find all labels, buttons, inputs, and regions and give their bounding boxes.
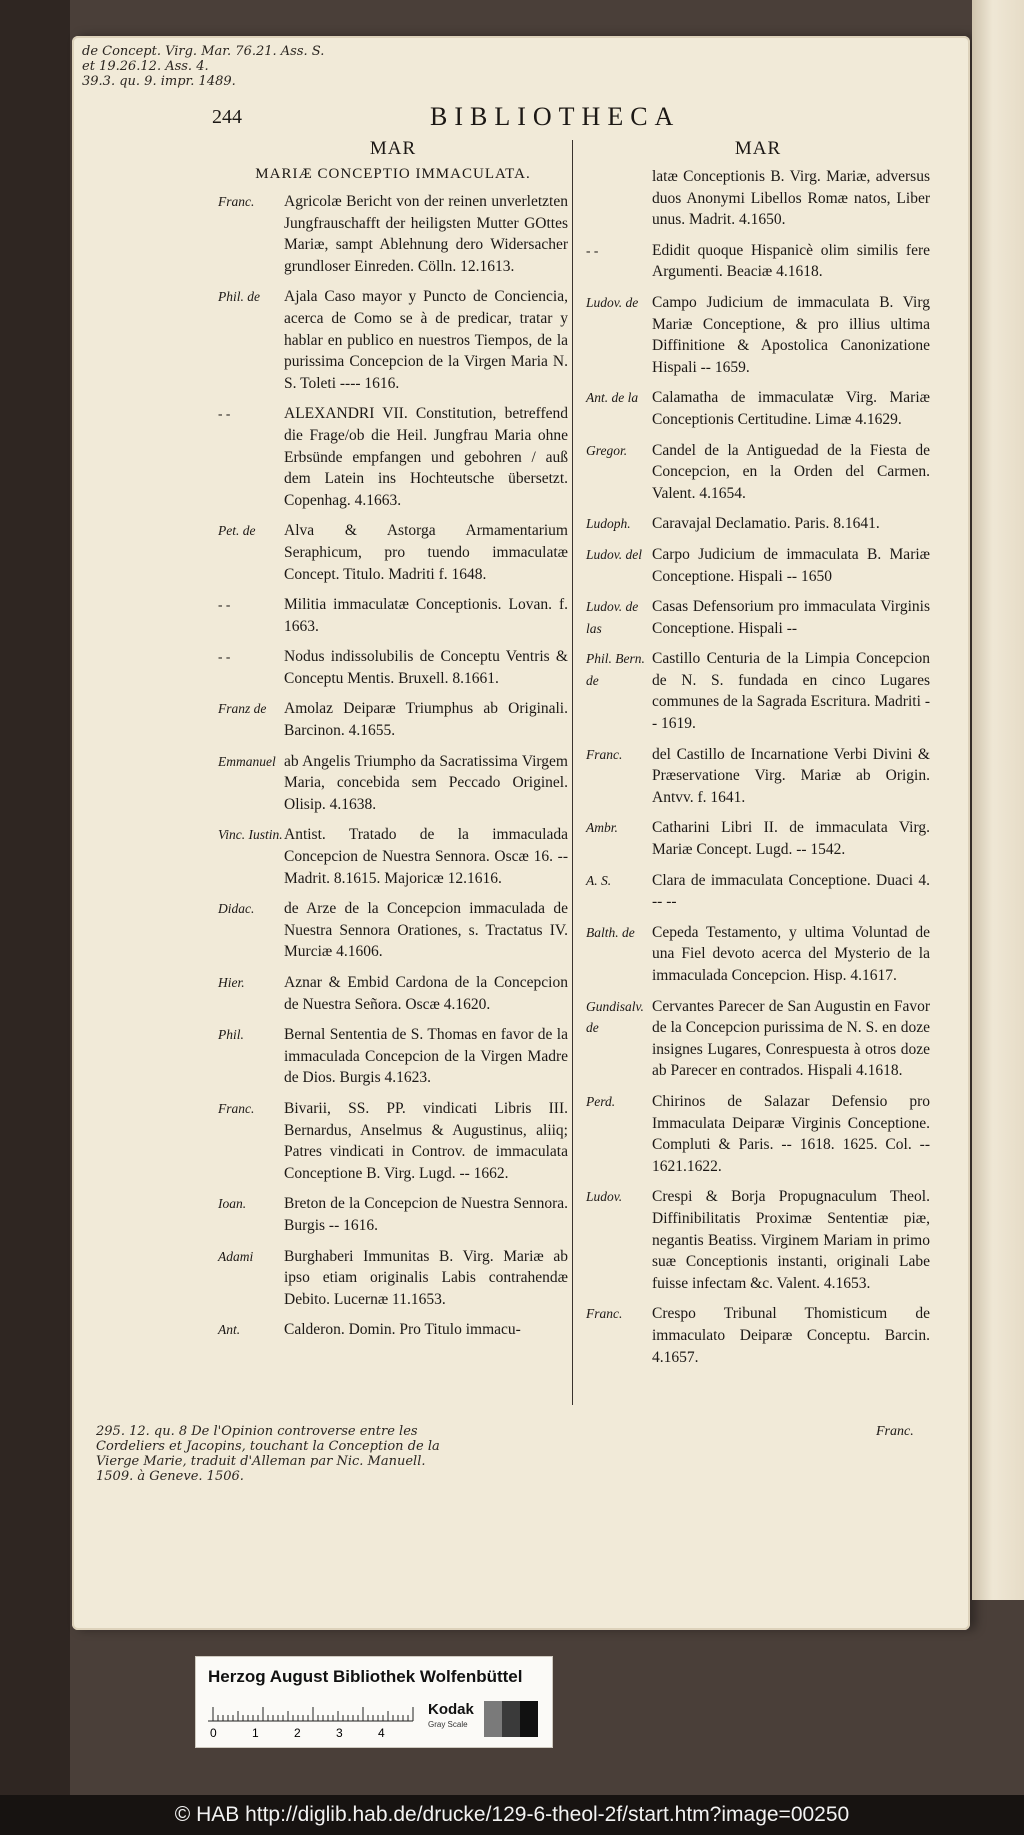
entry-author-prefix: Ludov. de [586, 294, 639, 310]
catalog-entry [218, 824, 568, 889]
ruler-label-1: 1 [252, 1726, 259, 1739]
entry-text: Bivarii, SS. PP. vindicati Libris III. Bernardus, Anselmus & Augustinus, aliiq; Patres vindicati in Controv. de immaculata Conceptione B. Virg. Lugd. -- 1662. [284, 1099, 568, 1182]
entry-author-prefix: - - [218, 597, 231, 613]
ruler-label-2: 2 [294, 1726, 301, 1739]
gray-swatch [502, 1701, 520, 1737]
entry-author-prefix: Emmanuel [218, 753, 276, 769]
entry-author-prefix [586, 166, 652, 231]
entry-author-prefix: A. S. [586, 872, 612, 888]
entry-author-prefix: Ant. [218, 1322, 241, 1338]
gray-swatch [520, 1701, 538, 1737]
entry-text: Caravajal Declamatio. Paris. 8.1641. [652, 515, 880, 533]
entry-text: Agricolæ Bericht von der reinen unverletzten Jungfrauschafft der heiligsten Mutter GOttes Mariæ, sampt Ablehnung dero Widersacher grundloser Einreden. Cölln. 12.1613. [284, 193, 568, 275]
catalog-entry [218, 646, 568, 689]
catalog-entry [586, 240, 930, 283]
copyright-footer: © HAB http://diglib.hab.de/drucke/129-6-theol-2f/start.htm?image=00250 [0, 1795, 1024, 1835]
entry-text: Candel de la Antiguedad de la Fiesta de Concepcion, en la Orden del Carmen. Valent. 4.1654. [652, 441, 930, 502]
left-column [218, 138, 568, 1350]
entry-author-prefix: Gundisalv. de [586, 998, 644, 1036]
catalog-entry [586, 1091, 930, 1177]
catalog-entry [586, 596, 930, 639]
catalog-entry [218, 1098, 568, 1184]
catalog-entry [586, 292, 930, 378]
scanner-background [0, 0, 70, 1795]
entry-text: Militia immaculatæ Conceptionis. Lovan. f. 1663. [284, 596, 568, 635]
entry-text: ab Angelis Triumpho da Sacratissima Virgem Maria, concebida sem Peccado Originel. Olisip. 4.1638. [284, 752, 568, 813]
entry-text: Nodus indissolubilis de Conceptu Ventris & Conceptu Mentis. Bruxell. 8.1661. [284, 648, 568, 687]
entry-text: Catharini Libri II. de immaculata Virg. Mariæ Concept. Lugd. -- 1542. [652, 819, 930, 859]
catalog-entry [218, 972, 568, 1015]
column-divider [572, 140, 573, 1405]
entry-author-prefix: Franc. [586, 1306, 623, 1322]
catalog-entry [218, 898, 568, 963]
entry-text: Edidit quoque Hispanicè olim similis fere Argumenti. Beaciæ 4.1618. [652, 241, 930, 281]
gray-swatch [484, 1701, 502, 1737]
catalog-entry [586, 387, 930, 430]
catalog-entry [586, 817, 930, 860]
catalog-entry [586, 922, 930, 987]
scale-ruler [208, 1701, 418, 1739]
catalog-entry [218, 698, 568, 741]
entry-text: Burghaberi Immunitas B. Virg. Mariæ ab ipso etiam originalis Labis contrahendæ Debito. Lucernæ 11.1653. [284, 1247, 568, 1308]
entry-text: Breton de la Concepcion de Nuestra Sennora. Burgis -- 1616. [284, 1195, 568, 1234]
entry-list [218, 191, 568, 1341]
entry-author-prefix: - - [586, 242, 599, 258]
entry-text: Calamatha de immaculatæ Virg. Mariæ Conceptionis Certitudine. Limæ 4.1629. [652, 389, 930, 428]
right-column [586, 138, 930, 1377]
note-line: Vierge Marie, traduit d'Alleman par Nic. Manuell. [96, 1454, 426, 1469]
entry-text: Ajala Caso mayor y Puncto de Conciencia, acerca de Como se à de predicar, tratar y hablar en publico en nuestros Tiempos, de la purissima Concepcion de la Virgen Maria N. S. Toleti ---- 1616. [284, 288, 568, 392]
library-label [195, 1656, 553, 1748]
entry-author-prefix: Ludoph. [586, 516, 631, 532]
catalog-entry [586, 440, 930, 505]
catalog-entry [218, 751, 568, 816]
note-line: Cordeliers et Jacopins, touchant la Conception de la [96, 1439, 440, 1454]
entry-text: Cepeda Testamento, y ultima Voluntad de una Fiel devoto acerca del Mysterio de la immaculada Concepcion. Hisp. 4.1617. [652, 923, 930, 984]
running-title: BIBLIOTHECA [430, 102, 681, 131]
entry-author-prefix: Gregor. [586, 442, 628, 458]
catalog-entry [218, 1246, 568, 1311]
entry-author-prefix: Franc. [218, 1100, 255, 1116]
entry-author-prefix: Perd. [586, 1093, 616, 1109]
kodak-subtitle: Gray Scale [428, 1720, 468, 1729]
entry-text: ALEXANDRI VII. Constitution, betreffend die Frage/ob die Heil. Jungfrau Maria ohne Erbsünde empfangen und gebohren / auß dem Latein ins Hochteutsche übersetzt. Copenhag. 4.1663. [284, 405, 568, 509]
entry-text: Aznar & Embid Cardona de la Concepcion de Nuestra Señora. Oscæ 4.1620. [284, 974, 568, 1013]
section-heading: MARIÆ CONCEPTIO IMMACULATA. [255, 166, 531, 182]
handwritten-note-bottom [96, 1424, 616, 1484]
entry-text: Campo Judicium de immaculata B. Virg Mariæ Conceptione, & pro illius ultima Diffinitione & Apostolica Canonizatione Hispali -- 1659. [652, 293, 930, 376]
entry-text: Casas Defensorium pro immaculata Virginis Conceptione. Hispali -- [652, 598, 930, 637]
note-line: 295. 12. qu. 8 De l'Opinion controverse entre les [96, 1424, 418, 1439]
entry-author-prefix: Ioan. [218, 1196, 247, 1212]
entry-text: de Arze de la Concepcion immaculada de Nuestra Sennora Orationes, s. Tractatus IV. Murciæ 4.1606. [284, 900, 568, 961]
library-name: Herzog August Bibliothek Wolfenbüttel [208, 1667, 523, 1686]
kodak-gray-scale [428, 1701, 538, 1737]
entry-text: Amolaz Deiparæ Triumphus ab Originali. Barcinon. 4.1655. [284, 700, 568, 740]
entry-author-prefix: Ant. de la [586, 390, 639, 406]
note-line: 39.3. qu. 9. impr. 1489. [82, 74, 236, 89]
entry-text: Antist. Tratado de la immaculada Concepcion de Nuestra Sennora. Oscæ 16. -- Madrit. 8.1615. Majoricæ 12.1616. [284, 826, 568, 887]
catchword: Franc. [876, 1424, 914, 1439]
adjacent-page-edge [972, 0, 1024, 1600]
entry-text: Cervantes Parecer de San Augustin en Favor de la Concepcion purissima de N. S. en doze insignes Lugares, Conrespuesta à otros doze ab Parecer en contrados. Hispali 4.1618. [652, 997, 930, 1080]
column-head: MAR [734, 138, 782, 159]
entry-text: Chirinos de Salazar Defensio pro Immaculata Deiparæ Virginis Conceptione. Compluti & Paris. -- 1618. 1625. Col. -- 1621.1622. [652, 1092, 930, 1175]
entry-author-prefix: Phil. Bern. de [586, 651, 645, 688]
entry-author-prefix: Vinc. Iustin. [218, 827, 283, 843]
note-line: et 19.26.12. Ass. 4. [82, 59, 209, 74]
kodak-logo: Kodak [428, 1701, 474, 1718]
entry-text: Crespi & Borja Propugnaculum Theol. Diffinibilitatis Proximæ Sententiæ piæ, negantis Beatiss. Virginem Mariam in primo suæ Conceptionis instanti, originali Labe fuisse infectam &c. Valent. 4.1653. [652, 1188, 930, 1292]
column-head: MAR [369, 138, 417, 159]
entry-text: del Castillo de Incarnatione Verbi Divini & Præservatione Virg. Mariæ ab Origin. Antvv. f. 1641. [652, 745, 930, 806]
catalog-entry [586, 513, 930, 535]
catalog-entry [218, 286, 568, 394]
catalog-entry [586, 544, 930, 587]
ruler-label-3: 3 [336, 1726, 343, 1739]
entry-author-prefix: Pet. de [218, 523, 256, 539]
entry-text: Calderon. Domin. Pro Titulo immacu- [284, 1321, 521, 1339]
entry-author-prefix: Ludov. [586, 1189, 623, 1205]
handwritten-note-top [82, 44, 462, 89]
entry-author-prefix: Balth. de [586, 924, 635, 940]
entry-author-prefix: Phil. [218, 1027, 244, 1043]
catalog-entry [586, 744, 930, 809]
note-line: 1509. à Geneve. 1506. [96, 1469, 244, 1484]
catalog-entry [218, 1319, 568, 1341]
entry-author-prefix: Hier. [218, 975, 245, 990]
entry-text: Alva & Astorga Armamentarium Seraphicum, pro tuendo immaculatæ Concept. Titulo. Madriti f. 1648. [284, 522, 568, 583]
entry-author-prefix: - - [218, 406, 231, 422]
entry-author-prefix: Ambr. [586, 820, 618, 836]
ruler-label-0: 0 [210, 1726, 217, 1739]
page-number: 244 [212, 106, 242, 128]
catalog-entry [586, 166, 930, 231]
catalog-entry [586, 648, 930, 734]
catalog-entry [586, 870, 930, 913]
catalog-entry [218, 594, 568, 637]
entry-text: Bernal Sententia de S. Thomas en favor de la immaculada Concepcion de la Virgen Madre de Dios. Burgis 4.1623. [284, 1026, 568, 1087]
ruler-label-4: 4 [378, 1726, 385, 1739]
entry-author-prefix: Franc. [586, 746, 623, 762]
catalog-entry [218, 1193, 568, 1236]
entry-text: latæ Conceptionis B. Virg. Mariæ, adversus duos Anonymi Libellos Romæ natos, Liber unus. Madrit. 4.1650. [652, 168, 930, 229]
note-line: de Concept. Virg. Mar. 76.21. Ass. S. [82, 44, 325, 59]
catalog-entry [218, 403, 568, 511]
entry-author-prefix: Adami [218, 1248, 254, 1264]
catalog-entry [586, 1186, 930, 1294]
entry-author-prefix: Ludov. del [586, 546, 642, 562]
catalog-entry [218, 191, 568, 277]
entry-author-prefix: - - [218, 649, 231, 665]
catalog-entry [218, 1024, 568, 1089]
entry-text: Carpo Judicium de immaculata B. Mariæ Conceptione. Hispali -- 1650 [652, 545, 930, 585]
catalog-entry [586, 1303, 930, 1368]
entry-author-prefix: Didac. [218, 901, 255, 917]
catalog-entry [218, 520, 568, 585]
entry-author-prefix: Franc. [218, 194, 255, 209]
entry-text: Crespo Tribunal Thomisticum de immaculato Deiparæ Conceptu. Barcin. 4.1657. [652, 1305, 930, 1366]
entry-author-prefix: Ludov. de las [586, 599, 639, 636]
entry-text: Clara de immaculata Conceptione. Duaci 4. -- -- [652, 871, 930, 911]
entry-author-prefix: Phil. de [218, 289, 260, 305]
catalog-entry [586, 996, 930, 1082]
entry-list [586, 166, 930, 1368]
entry-author-prefix: Franz de [218, 701, 267, 717]
entry-text: Castillo Centuria de la Limpia Concepcion de N. S. fundada en cinco Lugares communes de la Sagrada Escritura. Madriti -- 1619. [652, 650, 930, 733]
